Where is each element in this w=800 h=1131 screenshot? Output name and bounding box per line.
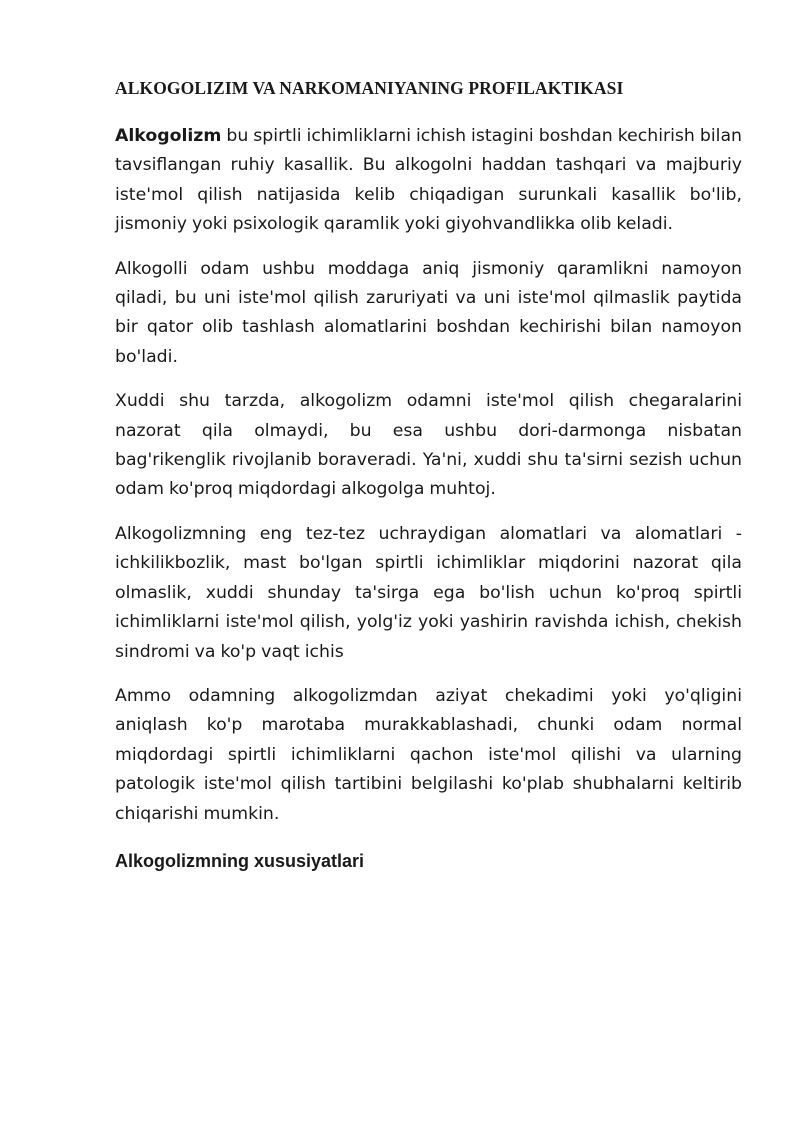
paragraph-1	[115, 122, 742, 240]
paragraph-5: Ammo odamning alkogolizmdan aziyat chekadimi yoki yo'qligini aniqlash ko'p marotaba murakkablashadi, chunki odam normal miqdordagi spirtli ichimliklarni qachon iste'mol qilishi va ularning patologik iste'mol qilish tartibini belgilashi ko'plab shubhalarni keltirib chiqarishi mumkin.	[115, 685, 742, 824]
paragraph-2: Alkogolli odam ushbu moddaga aniq jismoniy qaramlikni namoyon qiladi, bu uni iste'mol qilish zaruriyati va uni iste'mol qilmaslik paytida bir qator olib tashlash alomatlarini boshdan kechirishi bilan namoyon bo'ladi.	[115, 258, 742, 367]
paragraph-4: Alkogolizmning eng tez-tez uchraydigan alomatlari va alomatlari - ichkilikbozlik, mast bo'lgan spirtli ichimliklar miqdorini nazorat qila olmaslik, xuddi shunday ta'sirga ega bo'lish uchun ko'proq spirtli ichimliklarni iste'mol qilish, yolg'iz yoki yashirin ravishda ichish, chekish sindromi va ko'p vaqt ichis	[115, 523, 742, 662]
document-title: ALKOGOLIZIM VA NARKOMANIYANING PROFILAKTIKASI	[115, 78, 624, 98]
document-page	[115, 78, 742, 872]
paragraph-lead-term: Alkogolizm	[115, 126, 222, 146]
section-subheading: Alkogolizmning xususiyatlari	[115, 850, 365, 871]
paragraph-1-text: bu spirtli ichimliklarni ichish istagini boshdan kechirish bilan tavsiflangan ruhiy kasallik. Bu alkogolni haddan tashqari va majburiy iste'mol qilish natijasida kelib chiqadigan surunkali kasallik bo'lib, jismoniy yoki psixologik qaramlik yoki giyohvandlikka olib keladi.	[115, 126, 742, 235]
paragraph-3: Xuddi shu tarzda, alkogolizm odamni iste'mol qilish chegaralarini nazorat qila olmaydi, bu esa ushbu dori-darmonga nisbatan bag'rikenglik rivojlanib boraveradi. Ya'ni, xuddi shu ta'sirni sezish uchun odam ko'proq miqdordagi alkogolga muhtoj.	[115, 391, 742, 500]
